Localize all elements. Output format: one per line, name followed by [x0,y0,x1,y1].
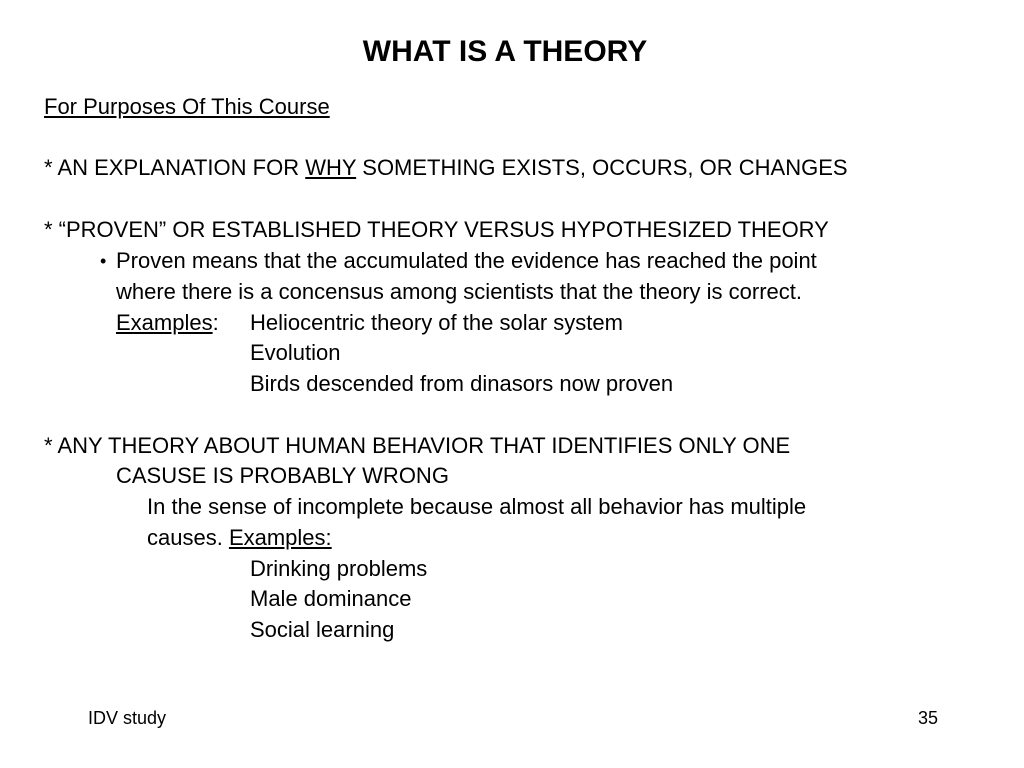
point-one-cause-heading-line-1: * ANY THEORY ABOUT HUMAN BEHAVIOR THAT IDENTIFIES ONLY ONE [44,433,791,458]
bullet-icon: • [100,251,107,271]
proven-examples-label [116,308,219,338]
point-proven-heading: * “PROVEN” OR ESTABLISHED THEORY VERSUS HYPOTHESIZED THEORY [44,217,829,242]
proven-example-item: Evolution [250,340,341,365]
one-cause-example-item: Male dominance [250,586,412,611]
point-explanation [44,153,848,183]
footer-label: IDV study [88,708,167,728]
examples-label-colon: : [212,310,219,335]
subtitle-text: For Purposes Of This Course [44,94,330,119]
examples-label-text: Examples [116,310,213,335]
point-explanation-prefix: * AN EXPLANATION FOR [44,155,306,180]
proven-bullet-line-2: where there is a concensus among scientists that the theory is correct. [116,279,802,304]
one-cause-detail-prefix: causes. [147,525,229,550]
one-cause-detail-line-2 [147,523,332,553]
one-cause-example-item: Drinking problems [250,556,428,581]
one-cause-detail-line-1: In the sense of incomplete because almost all behavior has multiple [147,494,807,519]
point-one-cause-heading-line-2: CASUSE IS PROBABLY WRONG [116,463,449,488]
proven-example-item: Heliocentric theory of the solar system [250,310,623,335]
proven-bullet-line-1: Proven means that the accumulated the evidence has reached the point [116,248,817,273]
point-explanation-suffix: SOMETHING EXISTS, OCCURS, OR CHANGES [356,155,848,180]
point-explanation-emphasis: WHY [305,155,357,180]
slide-title: WHAT IS A THEORY [362,35,648,68]
one-cause-example-item: Social learning [250,617,395,642]
one-cause-examples-label: Examples: [228,525,332,550]
proven-example-item: Birds descended from dinasors now proven [250,371,674,396]
page-number: 35 [917,708,938,728]
slide-subtitle [44,92,330,122]
